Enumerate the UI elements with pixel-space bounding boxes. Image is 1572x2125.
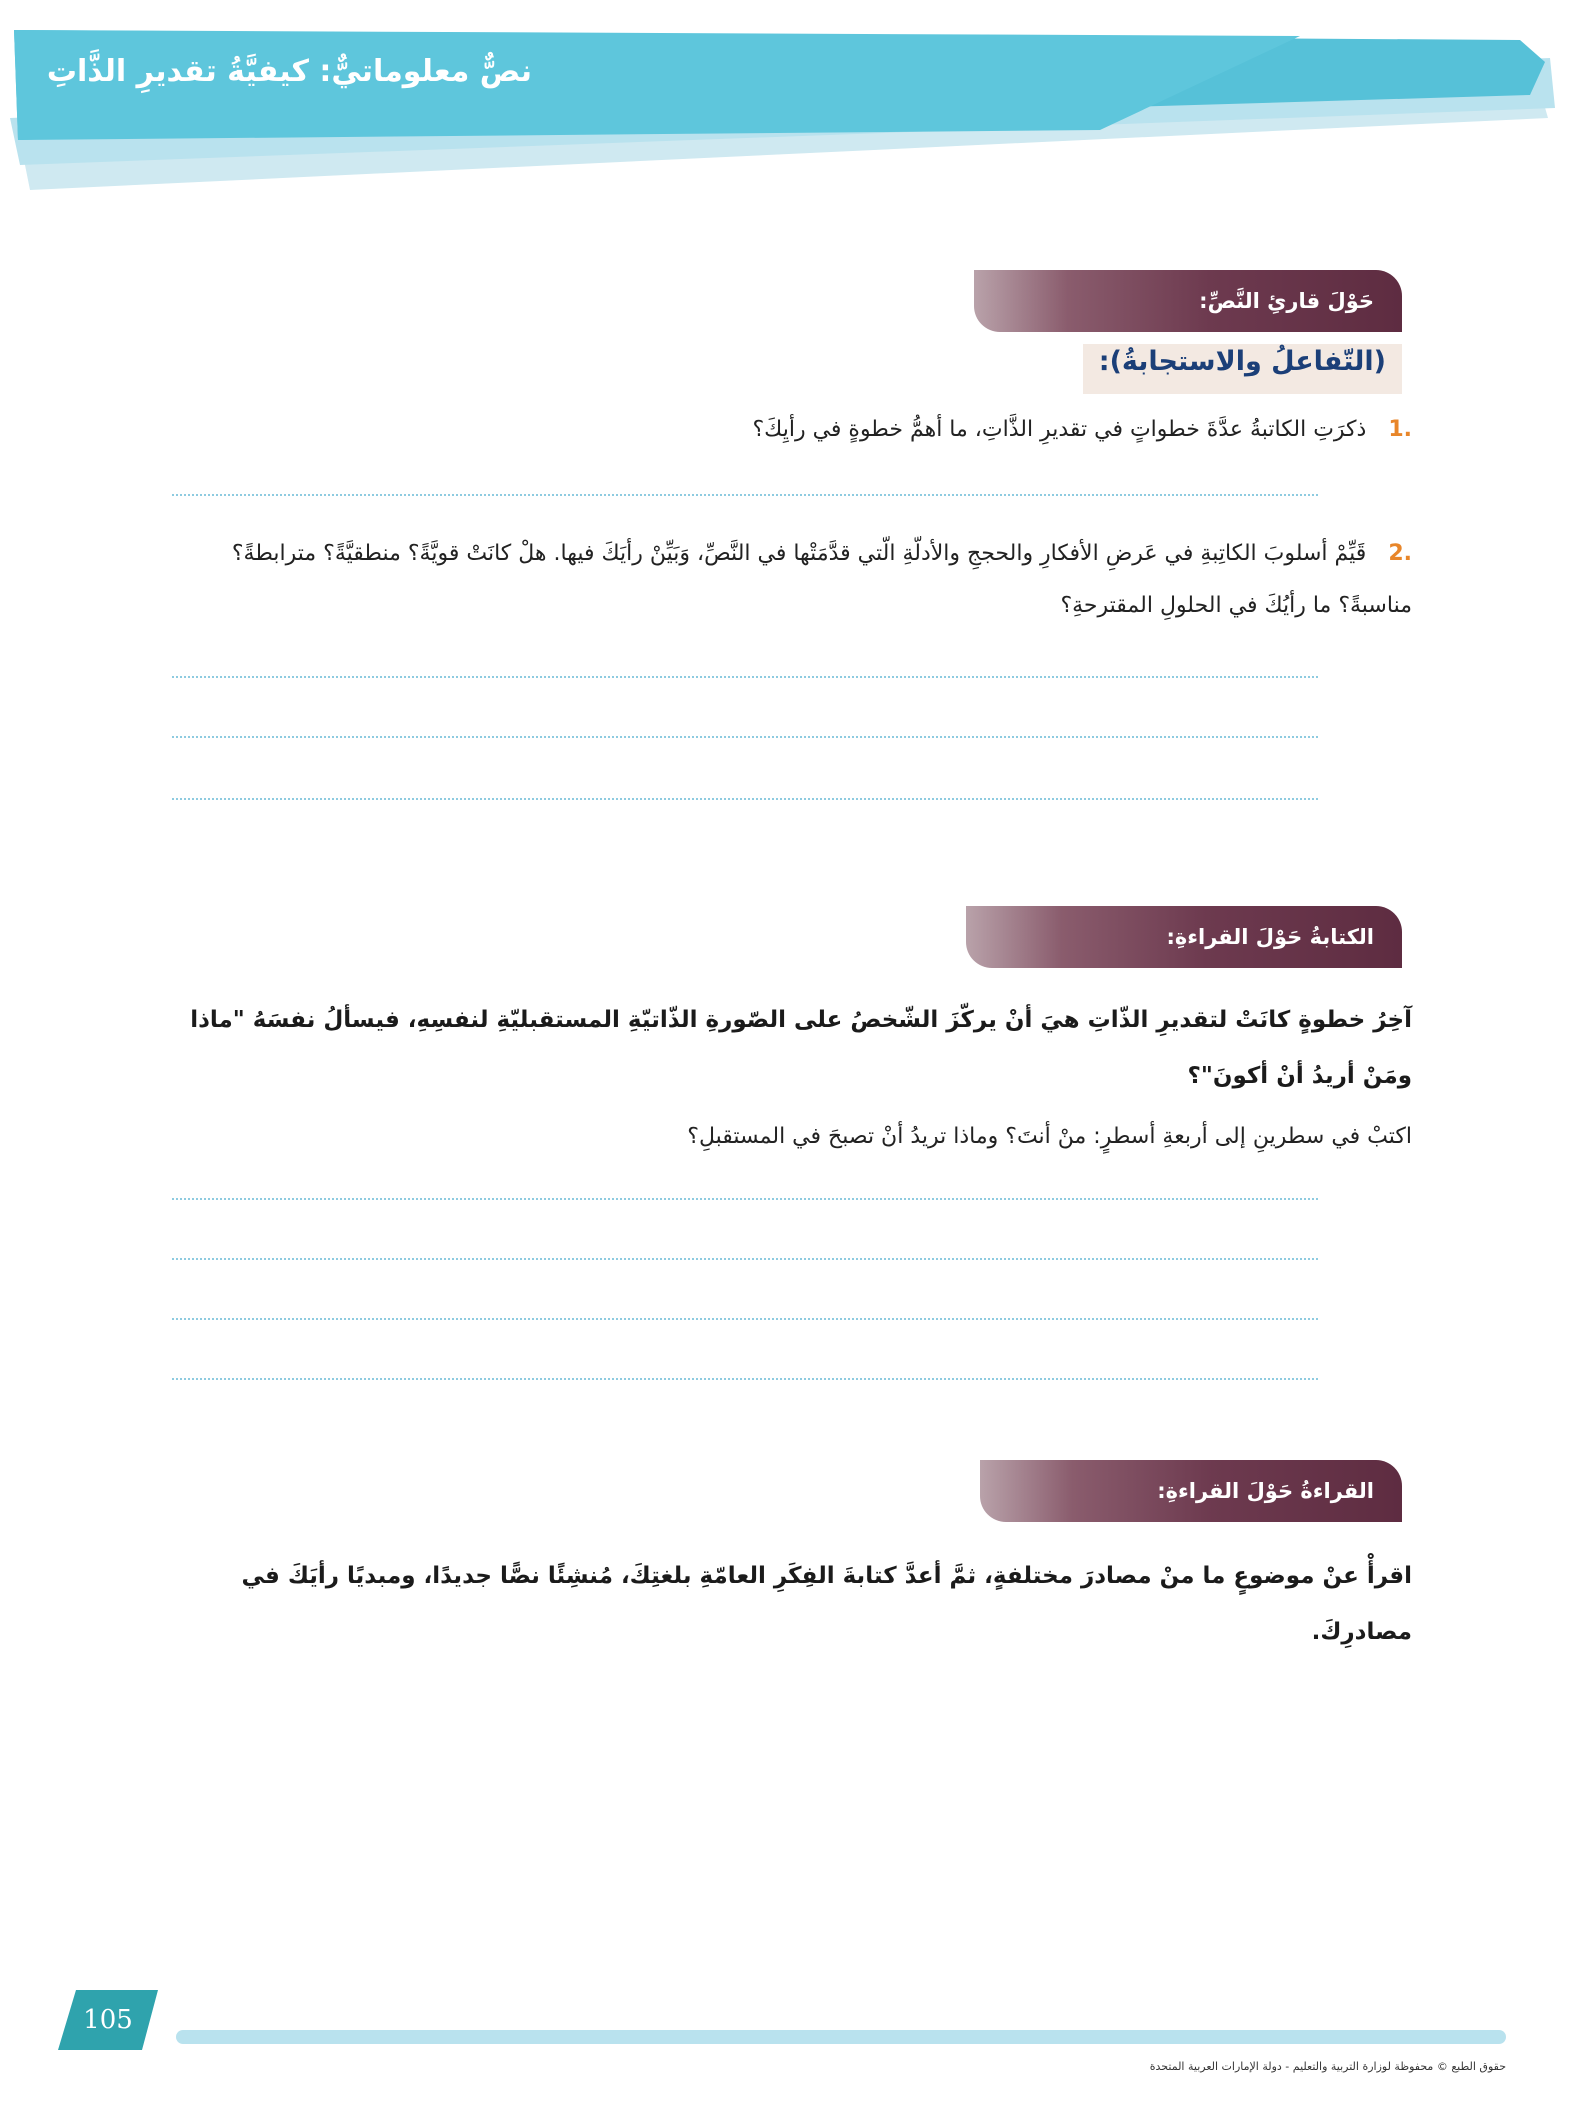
page-number: 105 <box>83 2005 133 2035</box>
section-tab-label: القراءةُ حَوْلَ القراءةِ: <box>1157 1479 1374 1503</box>
answer-line[interactable] <box>172 494 1318 496</box>
section-tab-reading <box>980 1460 1402 1522</box>
answer-line[interactable] <box>172 1378 1318 1380</box>
answer-line[interactable] <box>172 1198 1318 1200</box>
subheading-interaction: (التّفاعلُ والاستجابةُ): <box>1083 344 1402 394</box>
answer-line[interactable] <box>172 676 1318 678</box>
answer-line[interactable] <box>172 736 1318 738</box>
question-text: قَيِّمْ أسلوبَ الكاتِبةِ في عَرضِ الأفكارِ والحججِ والأدلّةِ الّتي قدَّمَتْها في النَّصِّ، وَبَيِّنْ رأيَكَ فيها. هلْ كانَتْ قويَّةً؟ منطقيَّةً؟ مترابطةً؟ مناسبةً؟ ما رأيُكَ في الحلولِ المقترحةِ؟ <box>231 541 1412 618</box>
question-1 <box>172 404 1412 456</box>
question-text: ذكرَتِ الكاتبةُ عدَّةَ خطواتٍ في تقديرِ الذَّاتِ، ما أهمُّ خطوةٍ في رأيِكَ؟ <box>752 417 1367 442</box>
section-tab-about-reader <box>974 270 1402 332</box>
footer-bar <box>176 2030 1506 2044</box>
writing-intro: آخِرُ خطوةٍ كانَتْ لتقديرِ الذّاتِ هيَ أنْ يركّزَ الشّخصُ على الصّورةِ الذّاتيّةِ المستقبليّةِ لنفسِهِ، فيسألُ نفسَهُ "ماذا ومَنْ أريدُ أنْ أكونَ"؟ <box>190 1007 1412 1089</box>
section-tab-label: الكتابةُ حَوْلَ القراءةِ: <box>1166 925 1374 949</box>
header-banner <box>0 0 1572 210</box>
answer-line[interactable] <box>172 1318 1318 1320</box>
question-number: .1 <box>1388 417 1412 442</box>
answer-line[interactable] <box>172 1258 1318 1260</box>
section-tab-writing <box>966 906 1402 968</box>
reading-instructions: اقرأْ عنْ موضوعٍ ما منْ مصادرَ مختلفةٍ، ثمَّ أعدَّ كتابةَ الفِكَرِ العامّةِ بلغتِكَ، مُنشِئًا نصًّا جديدًا، ومبديًا رأيَكَ في مصادرِكَ. <box>241 1563 1412 1645</box>
copyright-note: حقوق الطبع © محفوظة لوزارة التربية والتعليم - دولة الإمارات العربية المتحدة <box>1149 2060 1506 2073</box>
question-2 <box>172 528 1412 632</box>
question-number: .2 <box>1388 541 1412 566</box>
writing-prompt: اكتبْ في سطرينِ إلى أربعةِ أسطرٍ: منْ أنتَ؟ وماذا تريدُ أنْ تصبحَ في المستقبلِ؟ <box>687 1124 1412 1149</box>
section-tab-label: حَوْلَ قارئِ النَّصِّ: <box>1199 289 1374 313</box>
page-title: نصٌّ معلوماتيٌّ: كيفيَّةُ تقديرِ الذَّاتِ <box>46 54 532 89</box>
answer-line[interactable] <box>172 798 1318 800</box>
